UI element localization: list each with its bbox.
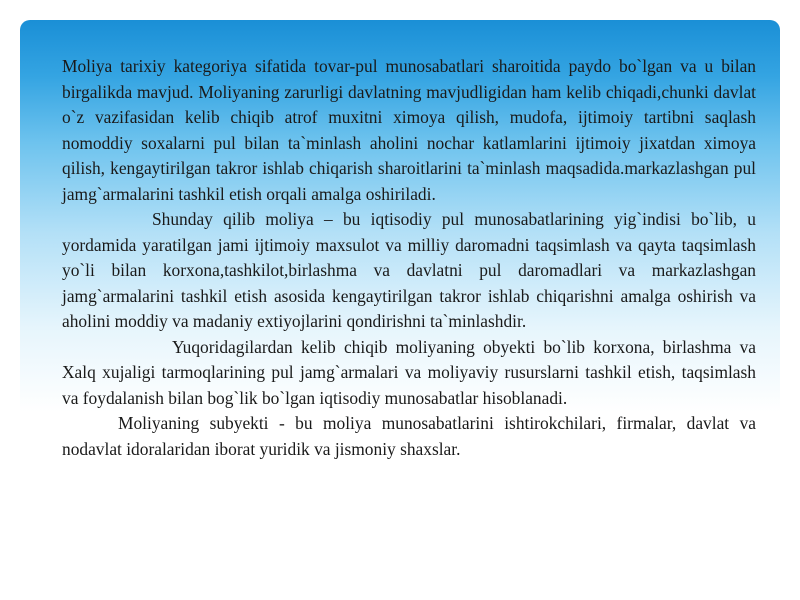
paragraph-2: Shunday qilib moliya – bu iqtisodiy pul munosabatlarining yig`indisi bo`lib, u yordamida yaratilgan jami ijtimoiy maxsulot va milliy daromadni taqsimlash va qayta taqsimlash yo`li bilan korxona,tashkilot,birlashma va davlatni pul daromadlari va markazlashgan jamg`armalarini tashkil etish asosida kengaytirilgan takror ishlab chiqarishni amalga oshirish va aholini moddiy va madaniy extiyojlarini qondirishni ta`minlashdir. — [62, 209, 756, 331]
text-block — [62, 54, 756, 462]
paragraph-3: Yuqoridagilardan kelib chiqib moliyaning obyekti bo`lib korxona, birlashma va Xalq xujaligi tarmoqlarining pul jamg`armalari va moliyaviy rusurslarni tashkil etish, taqsimlash va foydalanish bilan bog`lik bo`lgan iqtisodiy munosabatlar hisoblanadi. — [62, 336, 756, 408]
paragraph-1: Moliya tarixiy kategoriya sifatida tovar-pul munosabatlari sharoitida paydo bo`lgan va u bilan birgalikda mavjud. Moliyaning zarurligi davlatning mavjudligidan ham kelib chiqadi,chunki davlat o`z vazifasidan kelib chiqib atrof muxitni ximoya qilish, mudofa, ijtimoiy tartibni saqlash nomoddiy soxalarni pul bilan ta`minlash aholini nochar katlamlarini ijtimoiy jixatdan ximoya qilish, kengaytirilgan takror ishlab chiqarish sharoitlarini ta`minlash maqsadida.markazlashgan pul jamg`armalarini tashkil etish orqali amalga oshiriladi. — [62, 56, 756, 204]
paragraph-4: Moliyaning subyekti - bu moliya munosabatlarini ishtirokchilari, firmalar, davlat va nodavlat idoralaridan iborat yuridik va jismoniy shaxslar. — [62, 413, 756, 459]
content-panel — [20, 20, 780, 580]
